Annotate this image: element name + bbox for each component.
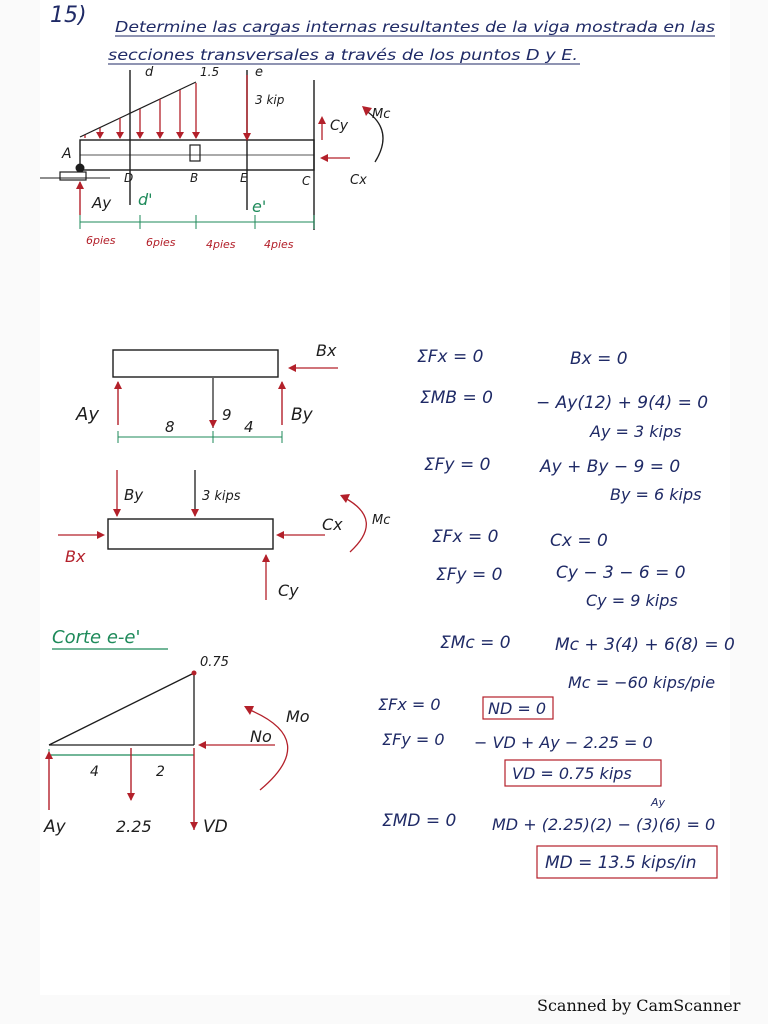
label-d-prime: d' [138,190,153,209]
Bx-arrowhead [288,364,296,372]
label-E: E [240,171,248,185]
label-Ay-4: Ay [44,817,66,837]
eq-nd-zero: ND = 0 [488,699,547,718]
ND-arrowhead [198,741,206,749]
label-8: 8 [165,418,175,436]
label-3kip: 3 kip [255,93,285,107]
load-peak-dot [192,671,197,676]
Cy-arrowhead [318,116,326,124]
label-2-b: 2 [156,764,165,780]
label-e: e [255,65,263,80]
dim-1: 6pies [86,234,116,247]
eq-sum-fx-2: ΣFx = 0 [432,527,499,547]
member-AB [113,350,278,377]
load-225-arrowhead [127,793,135,801]
By-arrowhead-down [113,509,121,517]
eq-mc-result: Mc = −60 kips/pie [568,673,716,692]
label-Cx: Cx [350,173,367,188]
label-3kips: 3 kips [202,489,241,504]
label-Cy: Cy [330,118,349,134]
label-9: 9 [222,406,232,424]
fbd-BC-labels [65,486,390,600]
label-d: d [145,65,154,80]
label-4-b: 4 [90,764,99,780]
load-3kips-arrowhead [191,509,199,517]
By-arrowhead [278,381,286,389]
label-Ay-2: Ay [76,404,99,425]
label-Cy-2: Cy [278,581,299,600]
label-e-prime: e' [252,197,267,216]
equations [378,347,735,878]
eq-sum-fx-1: ΣFx = 0 [417,347,484,367]
label-Ay: Ay [92,194,112,212]
resultant-9-arrowhead [209,420,217,428]
eq-sum-md: ΣMD = 0 [382,811,457,831]
problem-number: 15) [50,3,87,28]
roller-A [60,172,86,180]
label-VD: VD [203,817,228,837]
eq-fy-ab: Ay + By − 9 = 0 [540,457,681,477]
label-Bx: Bx [316,341,337,360]
problem-header [50,3,715,64]
label-D: D [124,171,134,185]
eq-bx-zero: Bx = 0 [570,349,628,369]
dim-2: 6pies [146,236,176,249]
Ay-arrowhead [76,181,84,189]
eq-moment-c: Mc + 3(4) + 6(8) = 0 [555,635,735,655]
Ay-arrowhead-2 [114,381,122,389]
eq-by-result: By = 6 kips [610,485,702,504]
VD-arrowhead [190,822,198,830]
label-Mc-2: Mc [372,513,391,528]
eq-moment-b: − Ay(12) + 9(4) = 0 [536,393,709,413]
eq-sum-mb: ΣMB = 0 [420,388,493,408]
label-C: C [302,174,311,188]
Cx-arrowhead [320,154,328,162]
eq-ay-superscript: Ay [651,796,666,809]
problem-statement-line-1: Determine las cargas internas resultantes de la viga mostrada en las [115,18,716,36]
fbd-AB [113,350,338,443]
label-No: No [250,727,272,746]
section-title: Corte e-e' [52,627,141,648]
eq-sum-fy-1: ΣFy = 0 [424,455,491,475]
Cx-arrowhead-2 [276,531,284,539]
label-Mc: Mc [372,107,391,122]
support-pin-A [76,164,84,172]
member-BC [108,519,273,549]
label-0-75: 0.75 [200,655,229,670]
load-arrowheads [96,132,200,139]
hinge-B [190,145,200,161]
eq-fy-section: − VD + Ay − 2.25 = 0 [474,733,653,752]
eq-cy-result: Cy = 9 kips [586,591,678,610]
Bx-arrowhead-2 [97,531,105,539]
eq-sum-fx-3: ΣFx = 0 [378,695,441,714]
eq-cx-zero: Cx = 0 [550,531,608,551]
Mc-arc-2 [345,498,366,552]
problem-statement-line-2: secciones transversales a través de los puntos D y E. [108,46,578,64]
eq-sum-fy-3: ΣFy = 0 [382,730,445,749]
scanner-watermark: Scanned by CamScanner [537,996,741,1015]
label-Cx-2: Cx [322,515,343,534]
label-Mo: Mo [286,707,310,726]
eq-md-result: MD = 13.5 kips/in [545,853,697,873]
eq-vd-result: VD = 0.75 kips [512,764,632,783]
Mo-arc [250,710,288,790]
distributed-load-arrows [85,83,196,138]
label-2-25: 2.25 [116,817,152,836]
label-1-5: 1.5 [200,65,220,79]
label-By-2: By [124,486,144,504]
dim-3: 4pies [206,238,236,251]
eq-moment-d: MD + (2.25)(2) − (3)(6) = 0 [492,815,716,834]
eq-sum-fy-2: ΣFy = 0 [436,565,503,585]
eq-sum-mc: ΣMc = 0 [440,633,511,653]
Cy-arrowhead-2 [262,554,270,562]
label-Bx-2: Bx [65,547,86,566]
label-4: 4 [244,418,254,436]
load-triangle-slope [49,673,194,745]
label-B: B [190,171,199,185]
eq-fy-bc: Cy − 3 − 6 = 0 [556,563,686,583]
dim-4: 4pies [264,238,294,251]
load-line [80,82,196,137]
Mc-arrowhead-2 [340,494,350,503]
eq-ay-result: Ay = 3 kips [590,422,682,441]
label-A: A [62,146,72,162]
label-By: By [291,405,313,425]
